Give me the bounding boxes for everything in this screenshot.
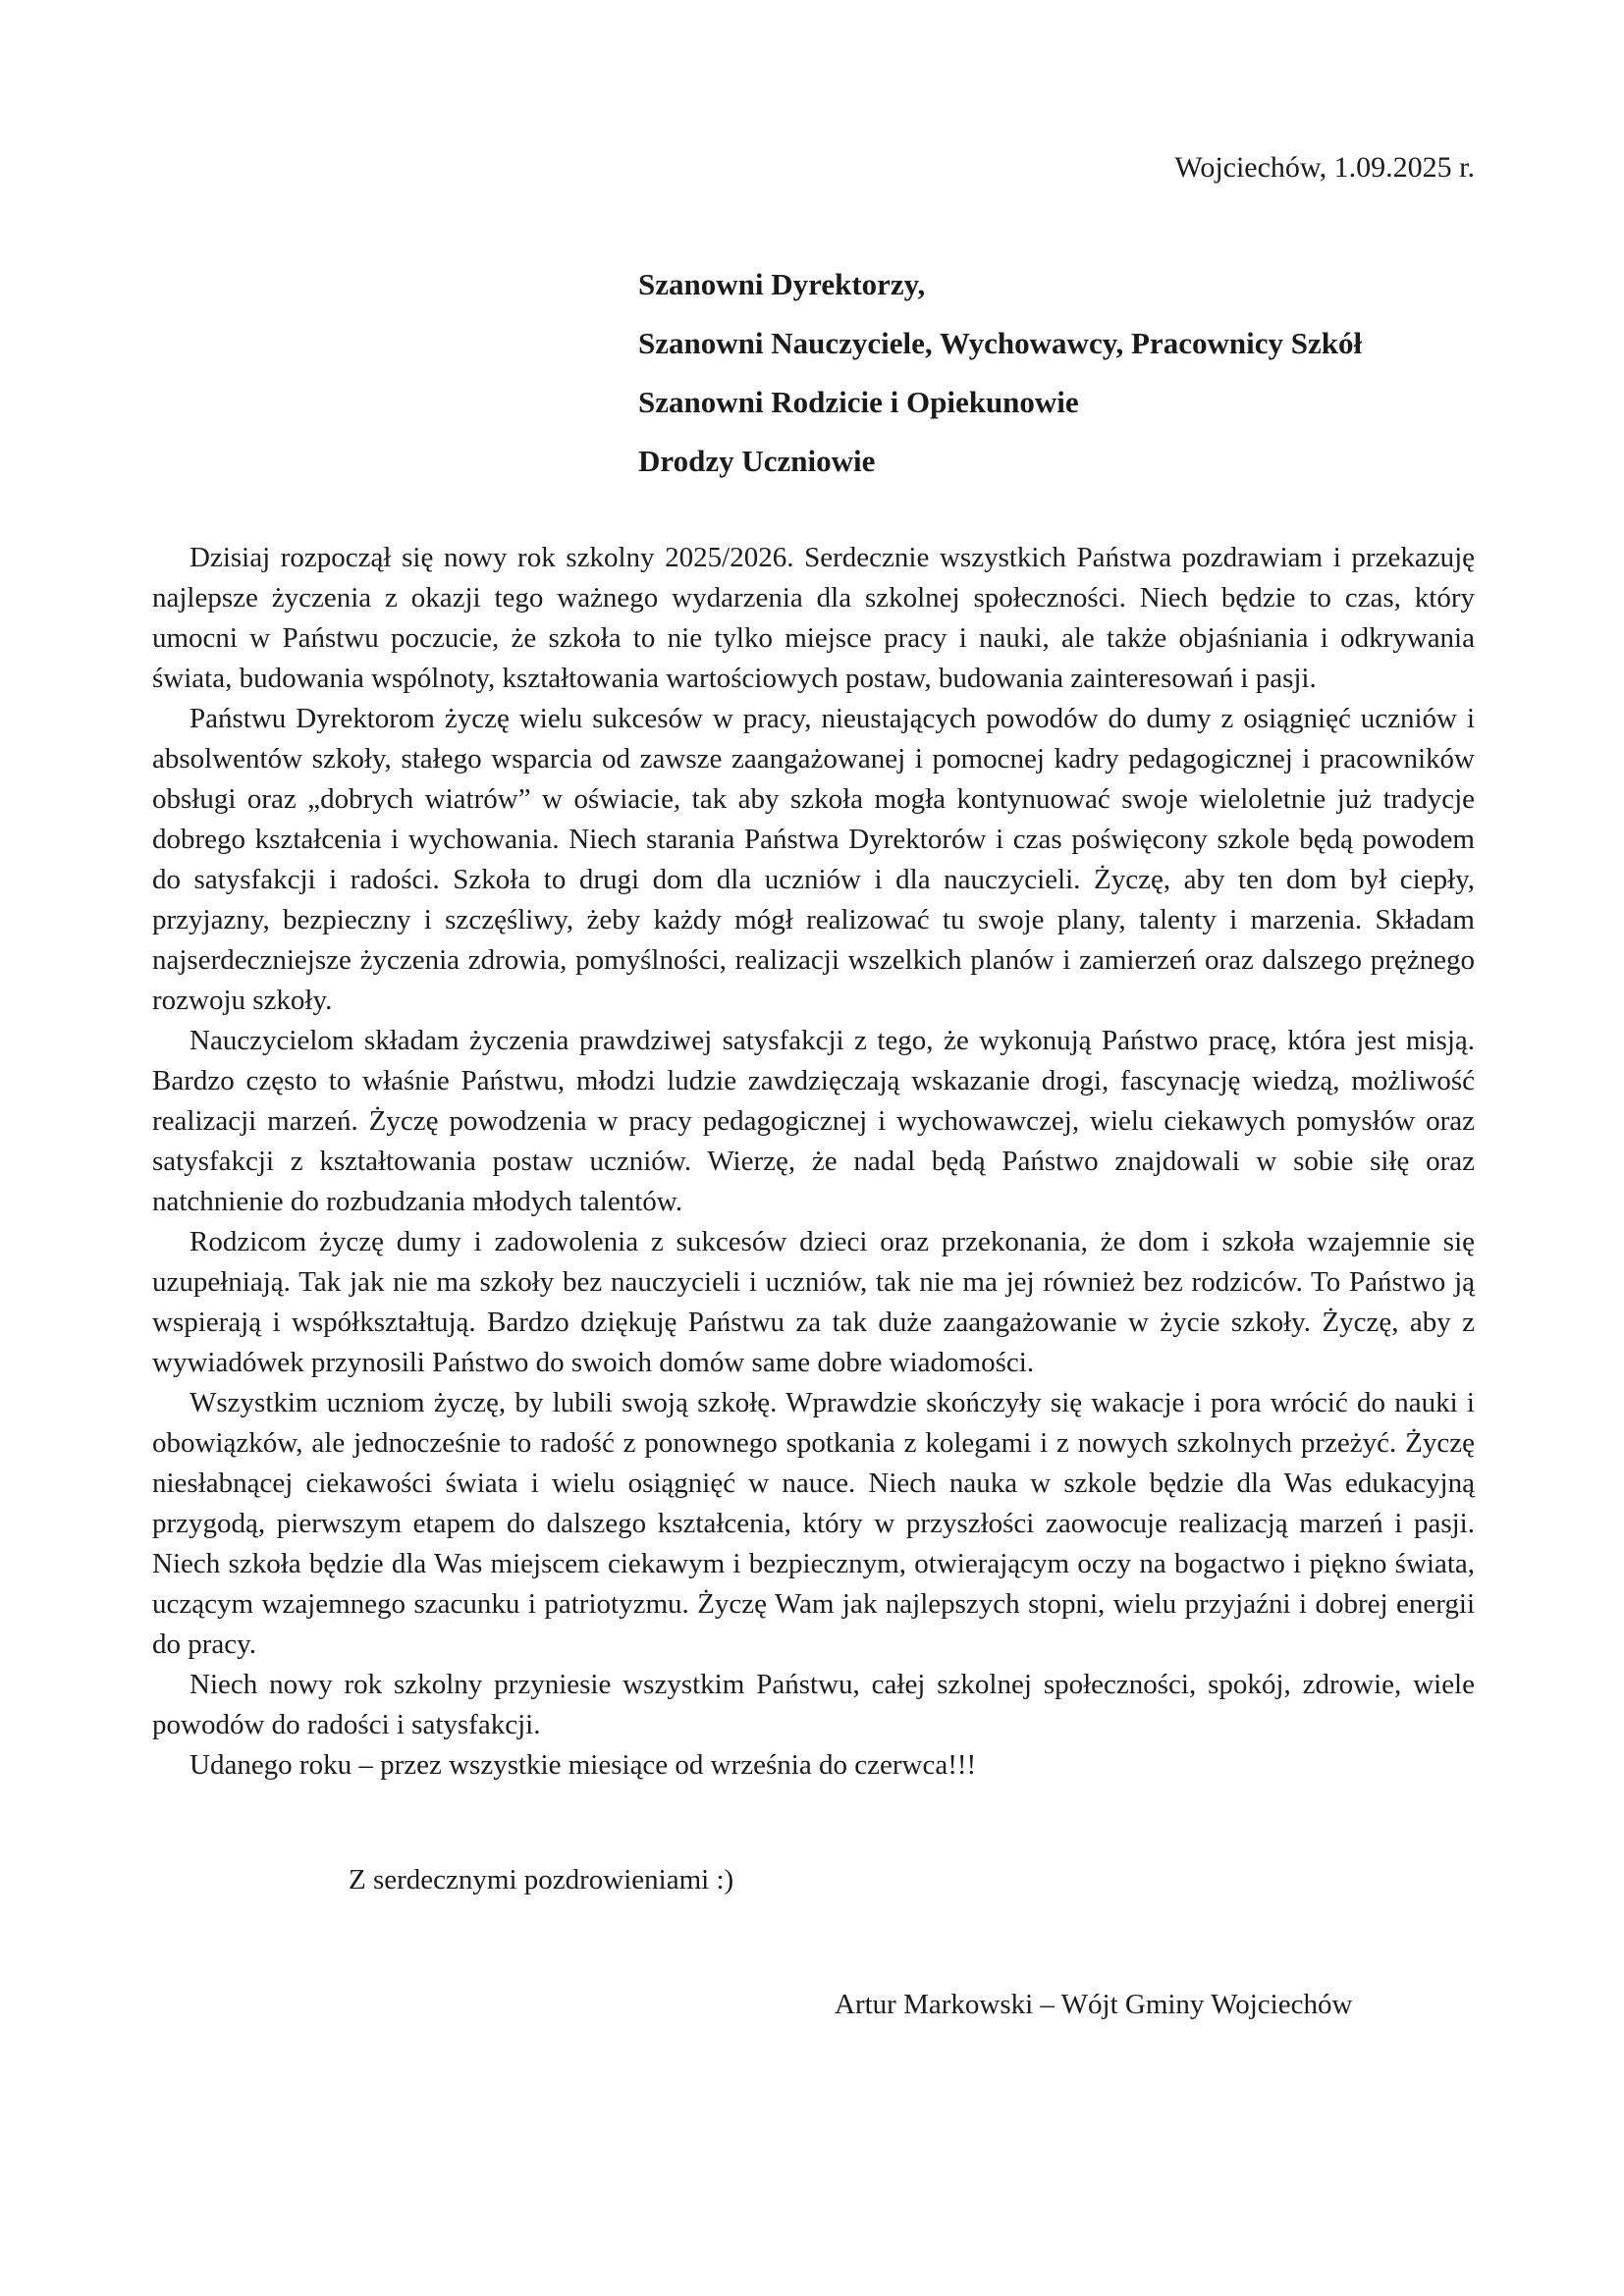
letter-paragraph-students: Wszystkim uczniom życzę, by lubili swoją szkołę. Wprawdzie skończyły się wakacje i pora wrócić do nauki i obowiązków, ale jednocześnie to radość z ponownego spotkania z kolegami i z nowych szkolnych przeżyć. Życzę niesłabnącej ciekawości świata i wielu osiągnięć w nauce. Niech nauka w szkole będzie dla Was edukacyjną przygodą, pierwszym etapem do dalszego kształcenia, który w przyszłości zaowocuje realizacją marzeń i pasji. Niech szkoła będzie dla Was miejscem ciekawym i bezpiecznym, otwierającym oczy na bogactwo i piękno świata, uczącym wzajemnego szacunku i patriotyzmu. Życzę Wam jak najlepszych stopni, wielu przyjaźni i dobrej energii do pracy. xyxy=(152,1387,1475,1660)
salutation-directors: Szanowni Dyrektorzy, xyxy=(638,267,926,301)
signature-line: Artur Markowski – Wójt Gminy Wojciechów xyxy=(835,1989,1353,2020)
salutation-students: Drodzy Uczniowie xyxy=(638,444,876,478)
letter-paragraph-good-year: Udanego roku – przez wszystkie miesiące od września do czerwca!!! xyxy=(189,1749,977,1781)
letter-paragraph-intro: Dzisiaj rozpoczął się nowy rok szkolny 2025/2026. Serdecznie wszystkich Państwa pozdrawiam i przekazuję najlepsze życzenia z okazji tego ważnego wydarzenia dla szkolnej społeczności. Niech będzie to czas, który umocni w Państwu poczucie, że szkoła to nie tylko miejsce pracy i nauki, ale także objaśniania i odkrywania świata, budowania wspólnoty, kształtowania wartościowych postaw, budowania zainteresowań i pasji. xyxy=(152,542,1475,694)
letter-paragraph-wishes: Niech nowy rok szkolny przyniesie wszystkim Państwu, całej szkolnej społeczności, spokój, zdrowie, wiele powodów do radości i satysfakcji. xyxy=(152,1669,1475,1740)
closing-line: Z serdecznymi pozdrowieniami :) xyxy=(349,1864,734,1896)
letter-paragraph-parents: Rodzicom życzę dumy i zadowolenia z sukcesów dzieci oraz przekonania, że dom i szkoła wzajemnie się uzupełniają. Tak jak nie ma szkoły bez nauczycieli i uczniów, tak nie ma jej również bez rodziców. To Państwo ją wspierają i współkształtują. Bardzo dziękuję Państwu za tak duże zaangażowanie w życie szkoły. Życzę, aby z wywiadówek przynosili Państwo do swoich domów same dobre wiadomości. xyxy=(152,1226,1475,1378)
salutation-parents: Szanowni Rodzicie i Opiekunowie xyxy=(638,385,1079,419)
letter-content xyxy=(152,0,1475,2025)
letter-paragraph-directors: Państwu Dyrektorom życzę wielu sukcesów w pracy, nieustających powodów do dumy z osiągnięć uczniów i absolwentów szkoły, stałego wsparcia od zawsze zaangażowanej i pomocnej kadry pedagogicznej i pracowników obsługi oraz „dobrych wiatrów” w oświacie, tak aby szkoła mogła kontynuować swoje wieloletnie już tradycje dobrego kształcenia i wychowania. Niech starania Państwa Dyrektorów i czas poświęcony szkole będą powodem do satysfakcji i radości. Szkoła to drugi dom dla uczniów i dla nauczycieli. Życzę, aby ten dom był ciepły, przyjazny, bezpieczny i szczęśliwy, żeby każdy mógł realizować tu swoje plany, talenty i marzenia. Składam najserdeczniejsze życzenia zdrowia, pomyślności, realizacji wszelkich planów i zamierzeń oraz dalszego prężnego rozwoju szkoły. xyxy=(152,703,1475,1016)
date-line: Wojciechów, 1.09.2025 r. xyxy=(1174,151,1475,184)
salutation-teachers: Szanowni Nauczyciele, Wychowawcy, Pracownicy Szkół xyxy=(638,326,1363,360)
salutation-block xyxy=(638,264,1475,481)
letter-paragraph-teachers: Nauczycielom składam życzenia prawdziwej satysfakcji z tego, że wykonują Państwo pracę, która jest misją. Bardzo często to właśnie Państwu, młodzi ludzie zawdzięczają wskazanie drogi, fascynację wiedzą, możliwość realizacji marzeń. Życzę powodzenia w pracy pedagogicznej i wychowawczej, wielu ciekawych pomysłów oraz satysfakcji z kształtowania postaw uczniów. Wierzę, że nadal będą Państwo znajdowali w sobie siłę oraz natchnienie do rozbudzania młodych talentów. xyxy=(152,1025,1475,1217)
letter-body xyxy=(152,538,1475,1786)
